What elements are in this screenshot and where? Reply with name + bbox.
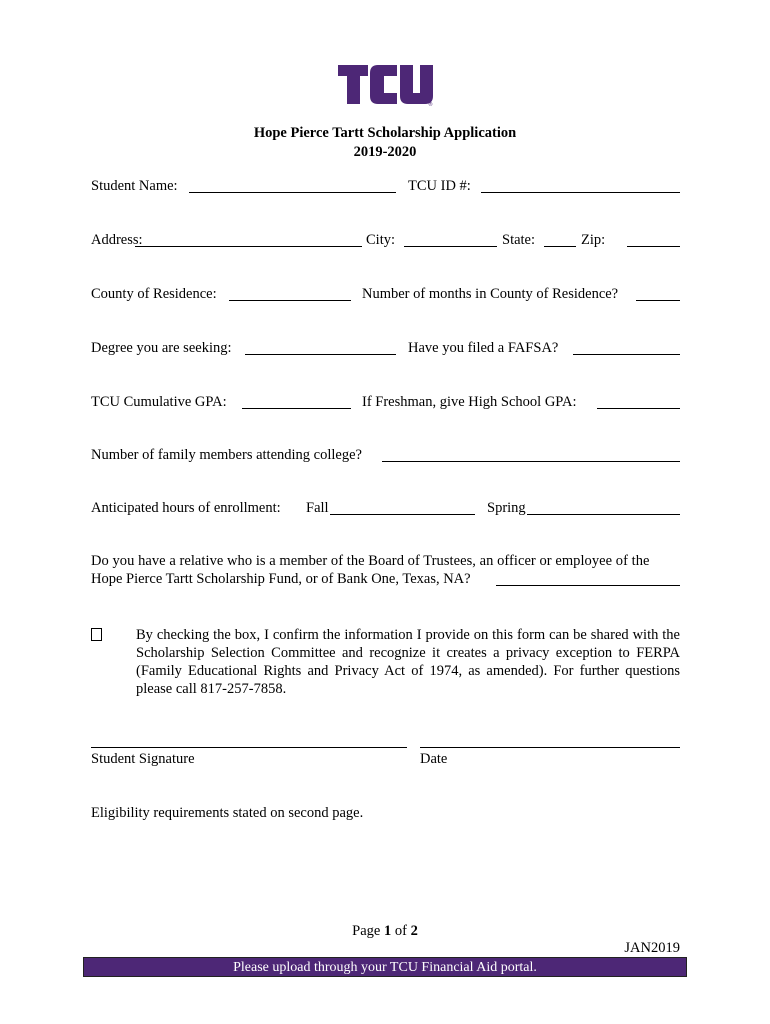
page-of: of bbox=[391, 923, 411, 939]
page-prefix: Page bbox=[352, 923, 384, 939]
date-field[interactable] bbox=[420, 747, 680, 748]
hs-gpa-field[interactable] bbox=[597, 408, 680, 409]
student-signature-label: Student Signature bbox=[91, 751, 195, 767]
tcu-logo bbox=[336, 62, 436, 108]
city-label: City: bbox=[366, 232, 396, 248]
tcu-logo-graphic bbox=[336, 62, 436, 108]
student-name-label: Student Name: bbox=[91, 178, 178, 194]
upload-note-text: Please upload through your TCU Financial Aid portal. bbox=[233, 960, 537, 975]
spring-label: Spring bbox=[487, 500, 526, 516]
revision-code: JAN2019 bbox=[624, 940, 680, 956]
tcu-id-label: TCU ID #: bbox=[408, 178, 471, 194]
student-name-field[interactable] bbox=[189, 192, 396, 193]
relative-answer-field[interactable] bbox=[496, 585, 680, 586]
gpa-field[interactable] bbox=[242, 408, 351, 409]
page-number bbox=[0, 923, 770, 940]
months-in-county-field[interactable] bbox=[636, 300, 680, 301]
degree-field[interactable] bbox=[245, 354, 396, 355]
fafsa-field[interactable] bbox=[573, 354, 680, 355]
family-college-label: Number of family members attending college? bbox=[91, 447, 362, 463]
upload-note-banner bbox=[83, 957, 687, 977]
city-field[interactable] bbox=[404, 246, 497, 247]
zip-field[interactable] bbox=[627, 246, 680, 247]
page-total: 2 bbox=[410, 923, 418, 939]
address-label: Address: bbox=[91, 232, 143, 248]
fall-hours-field[interactable] bbox=[330, 514, 475, 515]
state-label: State: bbox=[502, 232, 536, 248]
form-title: Hope Pierce Tartt Scholarship Application bbox=[253, 125, 517, 141]
anticipated-hours-label: Anticipated hours of enrollment: bbox=[91, 500, 281, 516]
eligibility-note: Eligibility requirements stated on second page. bbox=[91, 805, 364, 821]
consent-checkbox[interactable] bbox=[91, 628, 102, 641]
page-current: 1 bbox=[383, 923, 392, 939]
months-in-county-label: Number of months in County of Residence? bbox=[362, 286, 619, 302]
relative-question-line2: Hope Pierce Tartt Scholarship Fund, or of Bank One, Texas, NA? bbox=[91, 571, 471, 587]
county-label: County of Residence: bbox=[91, 286, 217, 302]
county-field[interactable] bbox=[229, 300, 351, 301]
gpa-label: TCU Cumulative GPA: bbox=[91, 394, 227, 410]
family-college-field[interactable] bbox=[382, 461, 680, 462]
spring-hours-field[interactable] bbox=[527, 514, 680, 515]
zip-label: Zip: bbox=[581, 232, 606, 248]
svg-text:®: ® bbox=[428, 102, 433, 108]
state-field[interactable] bbox=[544, 246, 576, 247]
fafsa-label: Have you filed a FAFSA? bbox=[408, 340, 559, 356]
degree-label: Degree you are seeking: bbox=[91, 340, 232, 356]
fall-label: Fall bbox=[306, 500, 329, 516]
relative-question-line1: Do you have a relative who is a member of the Board of Trustees, an officer or employee of the bbox=[91, 553, 650, 569]
date-label: Date bbox=[420, 751, 448, 767]
consent-text: By checking the box, I confirm the information I provide on this form can be shared with the Scholarship Selection Committee and recognize it creates a privacy exception to FERPA (Family Educational Rights and Privacy Act of 1974, as amended). For further questions please call 817-257-7858. bbox=[136, 627, 680, 697]
form-year: 2019-2020 bbox=[353, 144, 417, 160]
student-signature-field[interactable] bbox=[91, 747, 407, 748]
hs-gpa-label: If Freshman, give High School GPA: bbox=[362, 394, 577, 410]
address-field[interactable] bbox=[135, 246, 362, 247]
tcu-id-field[interactable] bbox=[481, 192, 680, 193]
